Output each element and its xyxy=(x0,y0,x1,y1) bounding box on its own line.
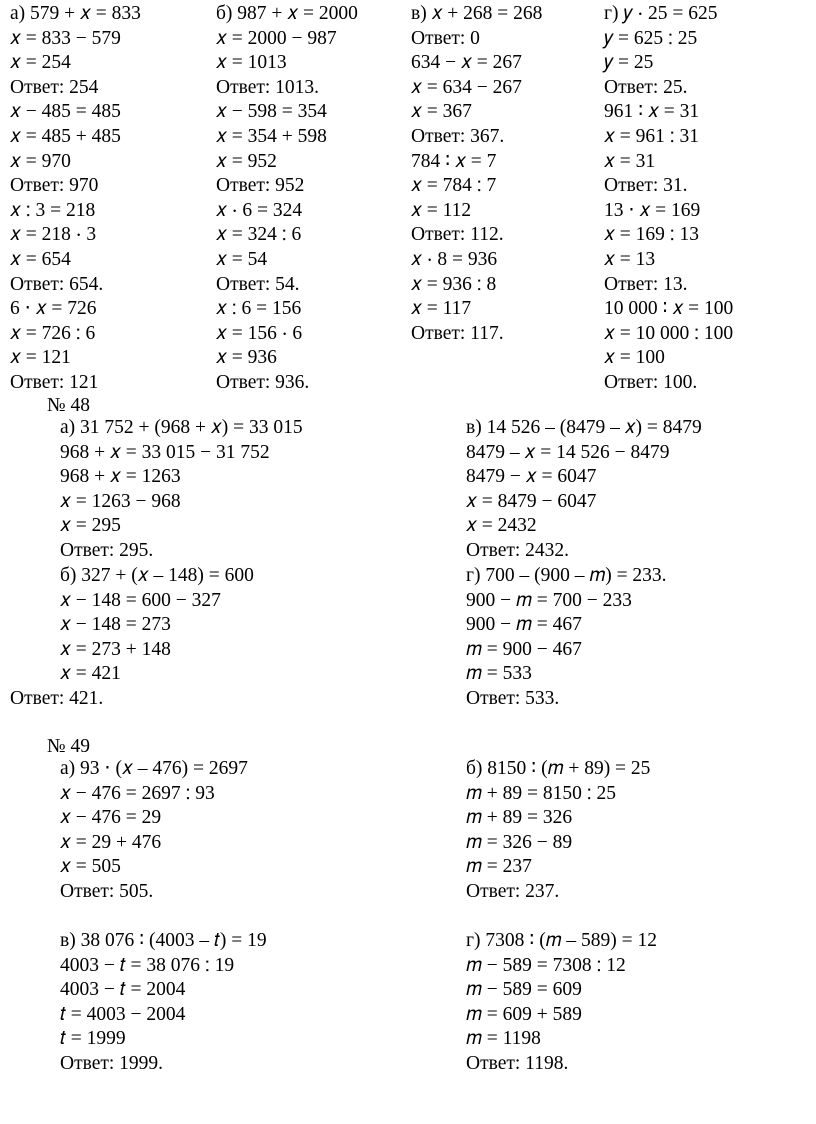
solution-line: 900 − 𝑚 = 700 − 233 xyxy=(466,589,632,611)
solution-line: 𝑥 = 2000 − 987 xyxy=(216,27,337,49)
solution-line: 𝑥 = 784 ∶ 7 xyxy=(411,175,497,197)
answer-line: Ответ: 654. xyxy=(10,273,104,295)
solution-line: 𝑚 + 89 = 326 xyxy=(466,807,573,829)
solution-line: 𝑥 = 324 ∶ 6 xyxy=(216,224,302,246)
solution-line: 𝑥 = 295 xyxy=(60,515,121,537)
solution-line: 𝑥 = 2432 xyxy=(466,515,537,537)
solution-line: 𝑥 = 485 + 485 xyxy=(10,125,121,147)
solution-line: а) 31 752 + (968 + 𝑥) = 33 015 xyxy=(60,417,303,438)
solution-line: 𝑡 = 4003 − 2004 xyxy=(60,1003,186,1025)
problem-heading-49: № 49 xyxy=(47,736,90,757)
solution-line: 𝑥 = 367 xyxy=(411,101,472,123)
solution-line: 𝑥 ⋅ 6 = 324 xyxy=(216,199,303,221)
column-g xyxy=(604,2,733,396)
answer-line: Ответ: 237. xyxy=(466,880,560,902)
answer-line: Ответ: 1013. xyxy=(216,76,320,98)
answer-line: Ответ: 100. xyxy=(604,371,698,393)
solution-line: 𝑥 = 117 xyxy=(411,298,472,320)
answer-line: Ответ: 254 xyxy=(10,76,99,98)
solution-line: 6 ⋅ 𝑥 = 726 xyxy=(10,298,97,320)
answer-line: Ответ: 31. xyxy=(604,175,688,197)
solution-line: 𝑥 = 8479 − 6047 xyxy=(466,490,597,512)
solution-line: 8479 − 𝑥 = 6047 xyxy=(466,466,597,488)
solution-line: 𝑡 = 1999 xyxy=(60,1028,126,1050)
solution-line: 𝑚 − 589 = 609 xyxy=(466,979,582,1001)
n48-g xyxy=(466,564,667,712)
solution-line: 𝑥 = 218 ⋅ 3 xyxy=(10,224,97,246)
solution-line: 𝑥 − 148 = 273 xyxy=(60,614,171,636)
solution-line: 𝑥 = 1263 − 968 xyxy=(60,490,181,512)
solution-line: 𝑥 = 936 xyxy=(216,347,277,369)
solution-line: 𝑚 − 589 = 7308 ∶ 12 xyxy=(466,954,626,976)
solution-line: 𝑥 = 29 + 476 xyxy=(60,831,162,853)
answer-line: Ответ: 970 xyxy=(10,175,99,197)
n49-b xyxy=(466,757,650,905)
solution-line: г) 700 – (900 – 𝑚) = 233. xyxy=(466,565,667,586)
n49-v xyxy=(60,929,267,1077)
solution-line: 𝑥 − 476 = 29 xyxy=(60,807,162,829)
solution-line: 𝑥 = 54 xyxy=(216,248,268,270)
solution-line: 𝑚 = 237 xyxy=(466,856,532,878)
solution-line: 𝑦 = 625 ∶ 25 xyxy=(604,27,698,49)
answer-line: Ответ: 121 xyxy=(10,371,99,393)
solution-line: 𝑥 = 156 ⋅ 6 xyxy=(216,322,303,344)
answer-line: Ответ: 295. xyxy=(60,539,154,561)
solution-line: 961 ∶ 𝑥 = 31 xyxy=(604,101,700,123)
solution-line: 𝑥 = 421 xyxy=(60,663,121,685)
solution-line: 634 − 𝑥 = 267 xyxy=(411,52,522,74)
n48-a xyxy=(60,416,303,564)
problem-heading-48: № 48 xyxy=(47,395,90,416)
answer-line: Ответ: 533. xyxy=(466,687,560,709)
column-b xyxy=(216,2,358,396)
n48-v xyxy=(466,416,702,564)
solution-line: 𝑥 = 121 xyxy=(10,347,71,369)
solution-line: 968 + 𝑥 = 1263 xyxy=(60,466,181,488)
solution-line: 968 + 𝑥 = 33 015 − 31 752 xyxy=(60,441,270,463)
answer-line: Ответ: 1198. xyxy=(466,1052,569,1074)
solution-line: 𝑥 = 961 ∶ 31 xyxy=(604,125,699,147)
solution-line: 𝑥 = 31 xyxy=(604,150,656,172)
solution-line: 𝑥 = 13 xyxy=(604,248,656,270)
answer-line: Ответ: 936. xyxy=(216,371,310,393)
solution-line: в) 14 526 – (8479 – 𝑥) = 8479 xyxy=(466,417,702,438)
solution-line: 900 − 𝑚 = 467 xyxy=(466,614,582,636)
answer-line: Ответ: 13. xyxy=(604,273,688,295)
solution-line: 𝑥 = 1013 xyxy=(216,52,287,74)
answer-line: Ответ: 505. xyxy=(60,880,154,902)
solution-line: а) 579 + 𝑥 = 833 xyxy=(10,3,141,24)
solution-line: в) 𝑥 + 268 = 268 xyxy=(411,3,543,24)
answer-line: Ответ: 0 xyxy=(411,27,480,49)
solution-line: 𝑚 = 533 xyxy=(466,663,532,685)
solution-line: 𝑚 = 326 − 89 xyxy=(466,831,573,853)
answer-line: Ответ: 421. xyxy=(10,688,104,709)
solution-line: 𝑚 = 900 − 467 xyxy=(466,638,582,660)
solution-line: б) 8150 ∶ (𝑚 + 89) = 25 xyxy=(466,758,651,779)
column-a xyxy=(10,2,141,396)
solution-line: 𝑚 + 89 = 8150 ∶ 25 xyxy=(466,782,616,804)
answer-line: Ответ: 367. xyxy=(411,125,505,147)
solution-line: 𝑥 = 634 − 267 xyxy=(411,76,522,98)
solution-line: 4003 − 𝑡 = 38 076 ∶ 19 xyxy=(60,954,235,976)
answer-line: Ответ: 25. xyxy=(604,76,688,98)
solution-line: 𝑥 = 505 xyxy=(60,856,121,878)
solution-line: 𝑥 = 833 − 579 xyxy=(10,27,121,49)
solution-line: 10 000 ∶ 𝑥 = 100 xyxy=(604,298,734,320)
column-v xyxy=(411,2,542,346)
n48-b-answer xyxy=(10,687,103,712)
solution-line: а) 93 ⋅ (𝑥 – 476) = 2697 xyxy=(60,758,248,779)
n48-b xyxy=(60,564,254,687)
solution-line: б) 987 + 𝑥 = 2000 xyxy=(216,3,358,24)
solution-line: 𝑥 ⋅ 8 = 936 xyxy=(411,248,498,270)
solution-line: 𝑥 = 273 + 148 xyxy=(60,638,171,660)
answer-line: Ответ: 117. xyxy=(411,322,504,344)
solution-line: 𝑥 ∶ 3 = 218 xyxy=(10,199,96,221)
solution-line: 𝑥 = 112 xyxy=(411,199,472,221)
solution-line: 𝑚 = 1198 xyxy=(466,1028,541,1050)
solution-line: 𝑥 = 169 ∶ 13 xyxy=(604,224,699,246)
solution-line: 𝑥 = 952 xyxy=(216,150,277,172)
solution-line: 𝑦 = 25 xyxy=(604,52,654,74)
solution-line: 𝑥 = 254 xyxy=(10,52,71,74)
solution-line: 𝑥 − 148 = 600 − 327 xyxy=(60,589,221,611)
solution-line: 𝑥 = 654 xyxy=(10,248,71,270)
solution-line: 𝑥 = 10 000 ∶ 100 xyxy=(604,322,734,344)
solution-line: 𝑥 − 598 = 354 xyxy=(216,101,327,123)
n49-a xyxy=(60,757,248,905)
solution-line: 4003 − 𝑡 = 2004 xyxy=(60,979,186,1001)
solution-line: г) 7308 ∶ (𝑚 – 589) = 12 xyxy=(466,930,658,951)
answer-line: Ответ: 54. xyxy=(216,273,300,295)
solution-line: 𝑥 − 476 = 2697 ∶ 93 xyxy=(60,782,215,804)
solution-line: г) 𝑦 ⋅ 25 = 625 xyxy=(604,3,718,24)
solution-line: б) 327 + (𝑥 – 148) = 600 xyxy=(60,565,254,586)
answer-line: Ответ: 952 xyxy=(216,175,305,197)
solution-line: 𝑥 = 970 xyxy=(10,150,71,172)
solution-line: в) 38 076 ∶ (4003 – 𝑡) = 19 xyxy=(60,930,267,951)
answer-line: Ответ: 112. xyxy=(411,224,504,246)
solution-line: 8479 – 𝑥 = 14 526 − 8479 xyxy=(466,441,670,463)
answer-line: Ответ: 2432. xyxy=(466,539,570,561)
solution-line: 𝑥 − 485 = 485 xyxy=(10,101,121,123)
solution-line: 𝑥 = 726 ∶ 6 xyxy=(10,322,96,344)
solution-line: 𝑥 = 936 ∶ 8 xyxy=(411,273,497,295)
solution-line: 784 ∶ 𝑥 = 7 xyxy=(411,150,497,172)
solution-line: 𝑥 = 354 + 598 xyxy=(216,125,327,147)
n49-g xyxy=(466,929,657,1077)
solution-line: 𝑥 = 100 xyxy=(604,347,665,369)
solution-line: 13 ⋅ 𝑥 = 169 xyxy=(604,199,701,221)
answer-line: Ответ: 1999. xyxy=(60,1052,164,1074)
solution-line: 𝑥 ∶ 6 = 156 xyxy=(216,298,302,320)
solution-line: 𝑚 = 609 + 589 xyxy=(466,1003,582,1025)
